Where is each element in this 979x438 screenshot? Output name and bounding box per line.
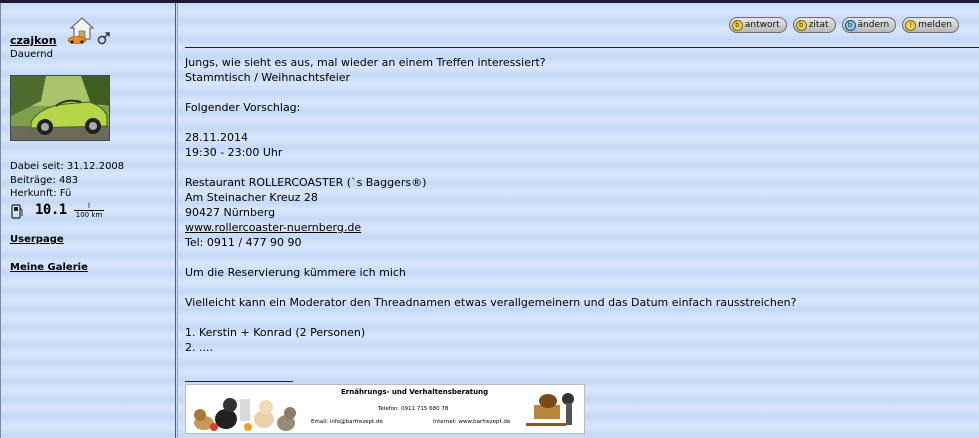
edit-icon: b: [845, 20, 856, 31]
author-post-count: Beiträge: 483: [10, 174, 79, 186]
fuel-unit: [74, 202, 104, 219]
author-rank: Dauernd: [10, 49, 53, 60]
post-line: [185, 280, 965, 295]
post-line: [185, 250, 965, 265]
post-header-divider: [185, 47, 979, 48]
userpage-link[interactable]: Userpage: [10, 234, 64, 245]
reply-icon: b: [732, 20, 743, 31]
fuel-consumption: [10, 202, 110, 220]
post-line: [185, 85, 965, 100]
post-line: 28.11.2014: [185, 131, 248, 144]
quote-label: zitat: [808, 20, 829, 30]
report-button[interactable]: [902, 17, 959, 33]
edit-button[interactable]: [842, 17, 897, 33]
fuel-unit-denominator: 100 km: [75, 211, 103, 219]
post-line: Stammtisch / Weihnachtsfeier: [185, 71, 351, 84]
report-label: melden: [918, 20, 952, 30]
post-line: 19:30 - 23:00 Uhr: [185, 146, 283, 159]
post-line: 1. Kerstin + Konrad (2 Personen): [185, 326, 366, 339]
avatar: [10, 75, 110, 141]
author-stats: [10, 160, 124, 201]
post-line: [185, 115, 965, 130]
post-body: [185, 55, 965, 355]
reply-button[interactable]: [729, 17, 787, 33]
fuel-pump-icon: [11, 203, 23, 219]
gallery-link[interactable]: Meine Galerie: [10, 262, 88, 273]
author-joined: Dabei seit: 31.12.2008: [10, 161, 125, 172]
signature-phone: Telefon: 0911 715 680 78: [378, 406, 449, 412]
restaurant-website-link[interactable]: www.rollercoaster-nuernberg.de: [185, 221, 362, 234]
signature-title: Ernährungs- und Verhaltensberatung: [341, 388, 489, 396]
fuel-value: 10.1: [35, 202, 67, 218]
post-line: [185, 160, 965, 175]
quote-icon: b: [796, 20, 807, 31]
post-line: [185, 310, 965, 325]
post-line: 2. ....: [185, 341, 213, 354]
author-profile-panel: [0, 3, 176, 438]
post-line: Restaurant ROLLERCOASTER (`s Baggers®): [185, 176, 427, 189]
post-line: Folgender Vorschlag:: [185, 101, 301, 114]
post-line: Um die Reservierung kümmere ich mich: [185, 266, 406, 279]
post-action-bar: [729, 17, 959, 33]
signature-web: Internet: www.barfrezept.de: [433, 419, 511, 425]
signature-email: Email: info@barfrezept.de: [311, 419, 383, 425]
male-icon: [97, 31, 111, 45]
author-origin: Herkunft: Fü: [10, 188, 72, 199]
post-line: Am Steinacher Kreuz 28: [185, 191, 318, 204]
post-line: 90427 Nürnberg: [185, 206, 276, 219]
signature-divider: [185, 381, 293, 382]
post-content-panel: [177, 3, 979, 438]
edit-label: ändern: [857, 20, 890, 30]
reply-label: antwort: [744, 20, 780, 30]
author-username-link[interactable]: czajkon: [10, 34, 57, 47]
quote-button[interactable]: [793, 17, 836, 33]
post-line: Tel: 0911 / 477 90 90: [185, 236, 302, 249]
warning-icon: !: [905, 20, 916, 31]
post-line: Jungs, wie sieht es aus, mal wieder an einem Treffen interessiert?: [185, 56, 546, 69]
post-line: Vielleicht kann ein Moderator den Threadnamen etwas verallgemeinern und das Datum einfach rausstreichen?: [185, 296, 797, 309]
home-icon: [67, 15, 97, 45]
fuel-unit-numerator: l: [74, 202, 104, 211]
signature-banner[interactable]: [185, 384, 585, 434]
